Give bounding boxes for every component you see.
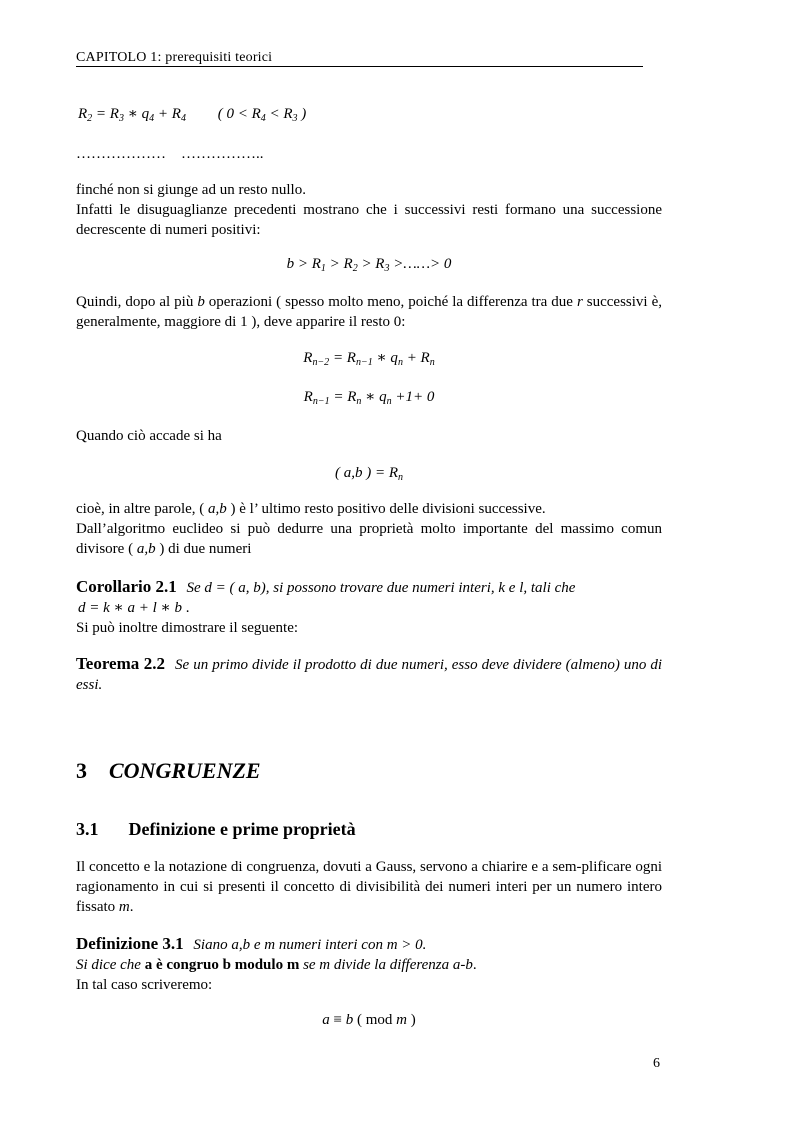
corollario-text: Se d = ( a, b), si possono trovare due numeri interi, k e l, tali che	[186, 580, 576, 596]
equation-rn2: $R_{n-2} = R_{n-1}$ ∗ $q_n + R_n$	[303, 350, 435, 368]
corollario-formula: d = k ∗ a + l ∗ b	[78, 600, 182, 616]
inequality-chain: $b > R_1 > R_2 > R_3$ >……> 0	[286, 256, 452, 274]
corollario-after: Si può inoltre dimostrare il seguente:	[76, 620, 299, 636]
header-title: CAPITOLO 1: prerequisiti teorici	[76, 50, 273, 65]
definizione-text: Siano a,b e m numeri interi con m > 0.	[193, 937, 427, 953]
equation-rn1: $R_{n-1} = R_n$ ∗ $q_n +1+ 0$	[303, 389, 435, 407]
definizione-block: Definizione 3.1 Siano a,b e m numeri interi con m > 0. Si dice che a è congruo b modulo m se m divide la differenza a-b. In tal caso scriveremo:	[76, 934, 477, 993]
equation-condition: ( $0 < R_4 < R_3$ )	[217, 106, 307, 124]
subsection-heading-definizione: 3.1 Definizione e prime proprietà	[76, 819, 356, 839]
section-heading-congruenze: 3 CONGRUENZE	[76, 758, 261, 783]
paragraph-gauss: Il concetto e la notazione di congruenza, dovuti a Gauss, servono a chiarire e a sem-plificare ogni ragionamento in cui si presenti il concetto di divisibilità dei numeri interi per un numero intero fissato m.	[76, 859, 662, 915]
equation-r2: $R_2 = R_3$ ∗ $q_4 + R_4$ ( $0 < R_4 < R_3$ )	[78, 106, 307, 124]
teorema-label: Teorema 2.2	[76, 654, 166, 673]
equation-gcd: ( a,b ) = $R_n$	[334, 465, 404, 483]
equation-congruence: a ≡ b ( mod m )	[322, 1012, 416, 1028]
paragraph-resti: finché non si giunge ad un resto nullo. Infatti le disuguaglianze precedenti mostrano che i successivi resti formano una successione decrescente di numeri positivi:	[76, 182, 662, 238]
corollario-block: Corollario 2.1 Se d = ( a, b), si possono trovare due numeri interi, k e l, tali che d = k ∗ a + l ∗ b . Si può inoltre dimostrare il seguente:	[76, 577, 662, 638]
definizione-label: Definizione 3.1	[76, 934, 184, 953]
ellipsis-line: ……………… ……………..	[76, 146, 264, 162]
teorema-block	[76, 654, 662, 695]
corollario-label: Corollario 2.1	[76, 577, 177, 596]
teorema-text: Se un primo divide il prodotto di due numeri, esso deve dividere (almeno) uno di essi.	[76, 657, 662, 693]
page	[76, 0, 662, 1123]
running-header	[76, 49, 643, 67]
paragraph-operazioni: Quindi, dopo al più b operazioni ( spesso molto meno, poiché la differenza tra due r successivi è, generalmente, maggiore di 1 ), deve apparire il resto 0:	[76, 294, 662, 330]
paragraph-quando: Quando ciò accade si ha	[76, 428, 222, 444]
paragraph-cioe: cioè, in altre parole, ( a,b ) è l’ ultimo resto positivo delle divisioni successive. Dall’algoritmo euclideo si può dedurre una proprietà molto importante del massimo comun divisore ( a,b ) di due numeri	[76, 501, 662, 557]
page-number: 6	[653, 1056, 660, 1071]
